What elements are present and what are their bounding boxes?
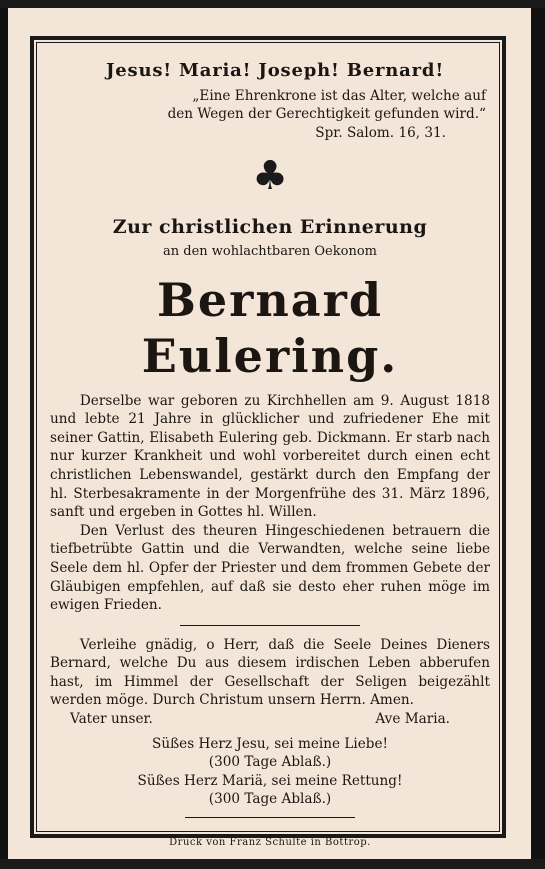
deceased-name: Bernard Eulering. xyxy=(141,272,399,383)
memorial-heading: Zur christlichen Erinnerung xyxy=(112,216,428,239)
indulgence-note-2: (300 Tage Ablaß.) xyxy=(208,791,332,808)
memorial-subheading: an den wohlachtbaren Oekonom xyxy=(163,243,377,259)
scripture-quote-line-1: „Eine Ehrenkrone ist das Alter, welche auf xyxy=(192,87,486,104)
card-content xyxy=(50,62,490,853)
prayer-closing-row xyxy=(50,710,490,729)
biography xyxy=(50,392,490,615)
biography-paragraph-1: Derselbe war geboren zu Kirchhellen am 9. August 1818 und lebte 21 Jahre in glücklicher und zufriedener Ehe mit seiner Gattin, Elisabeth Eulering geb. Dickmann. Er starb nach nur kurzer Krankheit und wohl vorbereitet durch einen echt christlichen Lebenswandel, gestärkt durch den Empfang der hl. Sterbesakramente in der Morgenfrühe des 31. März 1896, sanft und ergeben in Gottes hl. Willen. xyxy=(50,392,490,521)
ave-maria: Ave Maria. xyxy=(375,711,450,728)
invocation-line: Jesus! Maria! Joseph! Bernard! xyxy=(105,60,445,81)
vater-unser: Vater unser. xyxy=(70,711,153,728)
printer-divider xyxy=(185,817,355,818)
scripture-citation: Spr. Salom. 16, 31. xyxy=(315,124,446,141)
black-border-left xyxy=(0,0,8,869)
cross-icon: ♣ xyxy=(252,153,288,200)
divider-rule xyxy=(180,625,360,626)
scripture-quote-line-2: den Wegen der Gerechtigkeit gefunden wird.“ xyxy=(167,106,486,123)
black-border-bottom xyxy=(0,859,545,869)
invocation-sacred-heart-jesus: Süßes Herz Jesu, sei meine Liebe! xyxy=(152,735,388,752)
biography-paragraph-2: Den Verlust des theuren Hingeschiedenen betrauern die tiefbetrübte Gattin und die Verwandten, welche seine liebe Seele dem hl. Opfer der Priester und dem frommen Gebete der Gläubigen empfehlen, auf daß sie desto eher ruhen möge im ewigen Frieden. xyxy=(50,522,490,614)
indulgence-note-1: (300 Tage Ablaß.) xyxy=(208,754,332,771)
black-border-right xyxy=(531,0,545,869)
prayer-text: Verleihe gnädig, o Herr, daß die Seele Deines Dieners Bernard, welche Du aus diesem irdischen Leben abberufen hast, im Himmel der Gesellschaft der Seligen beigezählt werden möge. Durch Christum unsern Herrn. Amen. xyxy=(50,636,490,709)
printer-credit: Druck von Franz Schulte in Bottrop. xyxy=(169,837,371,849)
invocation-sacred-heart-mary: Süßes Herz Mariä, sei meine Rettung! xyxy=(137,772,403,789)
black-border-top xyxy=(0,0,545,8)
